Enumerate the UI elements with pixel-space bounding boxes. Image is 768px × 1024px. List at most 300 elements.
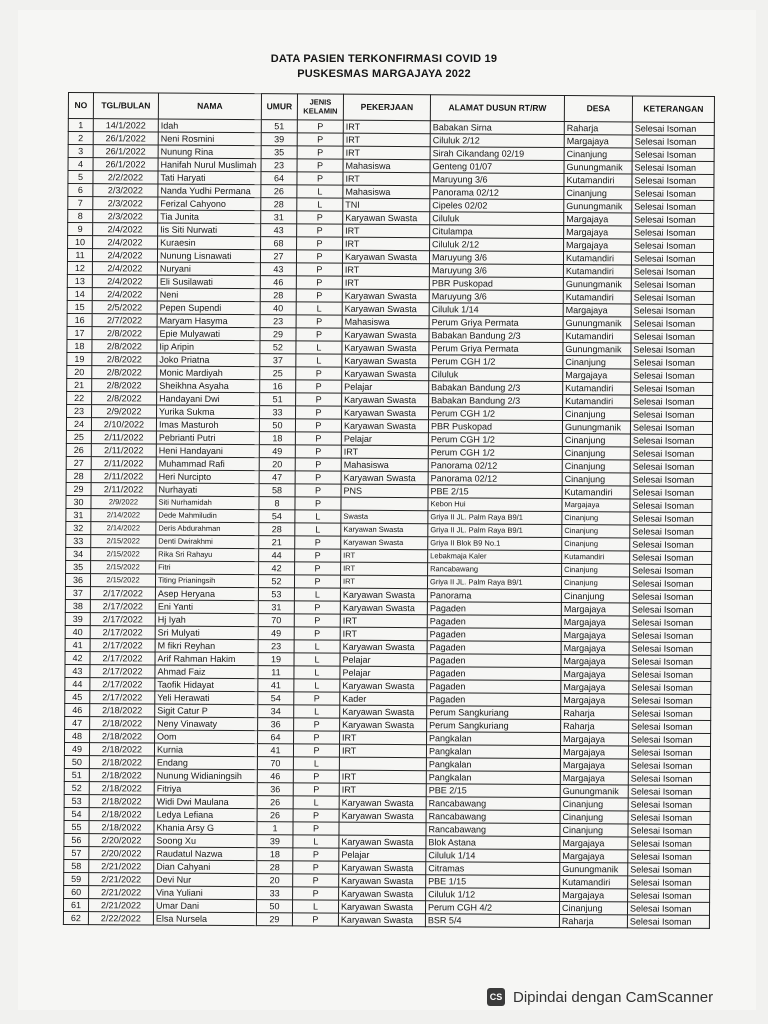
cell-name: M fikri Reyhan [155, 639, 258, 653]
cell-gender: P [296, 380, 342, 393]
cell-remarks: Selesai Isoman [628, 863, 710, 877]
cell-age: 52 [258, 575, 294, 588]
cell-village: Margajaya [560, 850, 628, 863]
cell-name: Muhammad Rafi [156, 457, 259, 471]
cell-address: Cipeles 02/02 [430, 199, 564, 213]
cell-address: Pagaden [427, 654, 561, 668]
cell-gender: P [294, 692, 340, 705]
cell-address: Babakan Bandung 2/3 [429, 329, 563, 343]
cell-date: 2/18/2022 [89, 782, 154, 795]
cell-occupation: Pelajar [340, 653, 427, 667]
cell-age: 54 [259, 510, 295, 523]
cell-remarks: Selesai Isoman [629, 616, 711, 630]
cell-remarks: Selesai Isoman [632, 226, 714, 240]
cell-gender: P [296, 289, 342, 302]
cell-remarks: Selesai Isoman [630, 564, 712, 578]
cell-address: Citramas [426, 862, 560, 876]
cell-age: 41 [257, 744, 293, 757]
cell-village: Cinanjung [559, 902, 627, 915]
cell-gender: P [297, 133, 343, 146]
cell-remarks: Selesai Isoman [628, 811, 710, 825]
cell-village: Cinanjung [564, 148, 632, 161]
cell-no: 50 [64, 755, 89, 768]
cell-occupation: Pelajar [342, 380, 429, 394]
cell-age: 28 [260, 289, 296, 302]
cell-village: Kutamandiri [563, 252, 631, 265]
cell-remarks: Selesai Isoman [632, 200, 714, 214]
cell-gender: P [295, 458, 341, 471]
cell-occupation: IRT [343, 146, 430, 160]
cell-date: 2/8/2022 [92, 366, 157, 379]
cell-no: 31 [66, 508, 91, 521]
cell-gender: P [295, 445, 341, 458]
cell-date: 2/8/2022 [92, 392, 157, 405]
cell-occupation: Karyawan Swasta [339, 887, 426, 901]
cell-gender: L [295, 510, 341, 523]
cell-occupation: IRT [339, 770, 426, 784]
cell-occupation: Karyawan Swasta [340, 705, 427, 719]
header-no: NO [68, 93, 93, 119]
cell-no: 24 [66, 417, 91, 430]
cell-name: Devi Nur [154, 873, 257, 887]
cell-date: 2/3/2022 [93, 197, 158, 210]
cell-date: 2/18/2022 [89, 821, 154, 834]
cell-village: Gunungmanik [562, 421, 630, 434]
cell-age: 19 [258, 653, 294, 666]
cell-remarks: Selesai Isoman [631, 304, 713, 318]
cell-village: Cinanjung [562, 473, 630, 486]
cell-address: PBR Puskopad [429, 277, 563, 291]
cell-address: Rancabawang [426, 823, 560, 837]
cell-occupation: PNS [341, 484, 428, 498]
cell-date: 2/11/2022 [91, 431, 156, 444]
cell-no: 48 [65, 729, 90, 742]
cell-occupation: IRT [340, 575, 427, 589]
cell-gender: L [296, 354, 342, 367]
cell-village: Kutamandiri [563, 265, 631, 278]
cell-no: 53 [64, 794, 89, 807]
cell-no: 4 [68, 158, 93, 171]
cell-remarks: Selesai Isoman [630, 525, 712, 539]
cell-occupation: Karyawan Swasta [342, 250, 429, 264]
cell-gender: P [297, 146, 343, 159]
cell-name: Maryam Hasyma [157, 314, 260, 328]
cell-remarks: Selesai Isoman [629, 603, 711, 617]
cell-village: Kutamandiri [564, 174, 632, 187]
cell-name: Monic Mardiyah [157, 366, 260, 380]
document-title: DATA PASIEN TERKONFIRMASI COVID 19 [270, 53, 498, 65]
cell-address: Ciluluk [429, 368, 563, 382]
cell-name: Hj Iyah [155, 613, 258, 627]
cell-gender: P [294, 731, 340, 744]
cell-no: 2 [68, 132, 93, 145]
header-occupation: PEKERJAAN [343, 94, 430, 121]
cell-gender: L [293, 835, 339, 848]
cell-occupation: Karyawan Swasta [342, 302, 429, 316]
cell-address: Babakan Sirna [430, 121, 564, 135]
cell-date: 2/8/2022 [92, 340, 157, 353]
cell-remarks: Selesai Isoman [632, 135, 714, 149]
cell-date: 2/14/2022 [91, 522, 156, 535]
cell-age: 36 [257, 783, 293, 796]
cell-date: 2/21/2022 [89, 860, 154, 873]
cell-occupation: IRT [342, 276, 429, 290]
cell-age: 33 [257, 887, 293, 900]
cell-date: 2/11/2022 [91, 457, 156, 470]
table-header [68, 93, 714, 123]
cell-age: 26 [261, 185, 297, 198]
cell-remarks: Selesai Isoman [631, 408, 713, 422]
cell-remarks: Selesai Isoman [629, 681, 711, 695]
cell-remarks: Selesai Isoman [630, 486, 712, 500]
cell-occupation: Karyawan Swasta [340, 601, 427, 615]
cell-gender: P [293, 848, 339, 861]
cell-date: 2/8/2022 [92, 353, 157, 366]
cell-occupation: Karyawan Swasta [342, 328, 429, 342]
cell-no: 37 [65, 586, 90, 599]
cell-no: 49 [64, 742, 89, 755]
cell-village: Margajaya [561, 681, 629, 694]
cell-village: Margajaya [563, 304, 631, 317]
cell-village: Margajaya [560, 772, 628, 785]
header-address: ALAMAT DUSUN RT/RW [430, 95, 564, 122]
cell-occupation: Karyawan Swasta [340, 640, 427, 654]
cell-age: 70 [257, 757, 293, 770]
cell-name: Idah [158, 119, 261, 133]
cell-gender: P [297, 224, 343, 237]
cell-address: Perum Griya Permata [429, 316, 563, 330]
cell-address: Pangkalan [426, 745, 560, 759]
cell-address: Perum CGH 1/2 [428, 446, 562, 460]
cell-address: Pagaden [427, 680, 561, 694]
cell-address: Griya II JL. Palm Raya B9/1 [428, 511, 562, 525]
cell-remarks: Selesai Isoman [630, 434, 712, 448]
cell-name: Eli Susilawati [157, 275, 260, 289]
cell-name: Yurika Sukma [157, 405, 260, 419]
cell-village: Raharja [564, 122, 632, 135]
cell-address: Ciluluk 1/14 [429, 303, 563, 317]
cell-name: Oom [155, 730, 258, 744]
cell-occupation: Mahasiswa [341, 458, 428, 472]
cell-date: 2/14/2022 [91, 509, 156, 522]
cell-address: Panorama 02/12 [428, 472, 562, 486]
cell-occupation [341, 497, 428, 511]
cell-name: Pepen Supendi [157, 301, 260, 315]
cell-address: Panorama 02/12 [430, 186, 564, 200]
cell-village: Gunungmanik [564, 161, 632, 174]
cell-village: Cinanjung [562, 525, 630, 538]
cell-village: Margajaya [560, 837, 628, 850]
cell-name: Ledya Lefiana [154, 808, 257, 822]
cell-no: 39 [65, 612, 90, 625]
cell-gender: P [296, 250, 342, 263]
cell-remarks: Selesai Isoman [628, 746, 710, 760]
cell-village: Raharja [559, 915, 627, 928]
cell-age: 33 [260, 406, 296, 419]
cell-no: 51 [64, 768, 89, 781]
cell-age: 49 [259, 445, 295, 458]
cell-address: Maruyung 3/6 [429, 251, 563, 265]
cell-name: Asep Heryana [155, 587, 258, 601]
cell-village: Margajaya [564, 135, 632, 148]
cell-occupation: IRT [339, 783, 426, 797]
cell-date: 2/18/2022 [89, 808, 154, 821]
cell-no: 8 [68, 210, 93, 223]
cell-date: 2/5/2022 [92, 301, 157, 314]
cell-village: Cinanjung [562, 538, 630, 551]
cell-remarks: Selesai Isoman [631, 395, 713, 409]
cell-village: Margajaya [561, 733, 629, 746]
cell-village: Gunungmanik [560, 863, 628, 876]
cell-age: 46 [257, 770, 293, 783]
cell-age: 51 [261, 120, 297, 133]
cell-name: Epie Mulyawati [157, 327, 260, 341]
cell-occupation: Karyawan Swasta [342, 367, 429, 381]
cell-remarks: Selesai Isoman [631, 382, 713, 396]
cell-age: 23 [258, 640, 294, 653]
cell-no: 35 [66, 560, 91, 573]
cell-address: Pagaden [427, 628, 561, 642]
cell-age: 18 [257, 848, 293, 861]
cell-gender: P [293, 874, 339, 887]
cell-gender: P [297, 172, 343, 185]
cell-remarks: Selesai Isoman [628, 837, 710, 851]
cell-name: Iis Siti Nurwati [158, 223, 261, 237]
cell-address: Genteng 01/07 [430, 160, 564, 174]
cell-no: 18 [67, 339, 92, 352]
cell-occupation: IRT [343, 133, 430, 147]
cell-remarks: Selesai Isoman [631, 252, 713, 266]
cell-name: Tia Junita [158, 210, 261, 224]
cell-address: Perum CGH 4/2 [425, 901, 559, 915]
cell-date: 26/1/2022 [93, 132, 158, 145]
cell-address: PBR Puskopad [428, 420, 562, 434]
cell-age: 52 [260, 341, 296, 354]
cell-age: 29 [256, 913, 292, 926]
cell-gender: P [295, 562, 341, 575]
cell-village: Margajaya [562, 499, 630, 512]
cell-village: Margajaya [561, 655, 629, 668]
cell-no: 61 [63, 898, 88, 911]
cell-village: Margajaya [561, 668, 629, 681]
cell-gender: P [297, 237, 343, 250]
cell-village: Gunungmanik [560, 785, 628, 798]
cell-name: Ahmad Faiz [155, 665, 258, 679]
cell-name: Yeli Herawati [155, 691, 258, 705]
cell-village: Margajaya [564, 226, 632, 239]
patient-table [63, 92, 715, 929]
cell-age: 25 [260, 367, 296, 380]
header-gender: JENIS KELAMIN [297, 94, 343, 120]
cell-name: Kuraesin [158, 236, 261, 250]
cell-age: 29 [260, 328, 296, 341]
cell-remarks: Selesai Isoman [628, 759, 710, 773]
cell-remarks: Selesai Isoman [628, 876, 710, 890]
cell-remarks: Selesai Isoman [631, 369, 713, 383]
cell-name: Deris Abdurahman [156, 522, 259, 536]
cell-name: Sheikhna Asyaha [157, 379, 260, 393]
cell-address: Pagaden [427, 615, 561, 629]
cell-occupation: IRT [341, 562, 428, 576]
cell-remarks: Selesai Isoman [632, 122, 714, 136]
cell-no: 60 [64, 885, 89, 898]
cell-remarks: Selesai Isoman [630, 538, 712, 552]
cell-remarks: Selesai Isoman [631, 278, 713, 292]
cell-occupation: Karyawan Swasta [339, 796, 426, 810]
cell-address: Maruyung 3/6 [429, 290, 563, 304]
cell-remarks: Selesai Isoman [629, 629, 711, 643]
cell-age: 28 [261, 198, 297, 211]
cell-date: 2/15/2022 [91, 535, 156, 548]
cell-gender: P [296, 406, 342, 419]
cell-occupation: Karyawan Swasta [339, 874, 426, 888]
cell-address: Sirah Cikandang 02/19 [430, 147, 564, 161]
cell-date: 2/9/2022 [91, 496, 156, 509]
cell-age: 16 [260, 380, 296, 393]
cell-village: Margajaya [563, 369, 631, 382]
cell-gender: P [296, 315, 342, 328]
cell-address: Griya II Blok B9 No.1 [428, 537, 562, 551]
cell-occupation: IRT [340, 731, 427, 745]
cell-gender: P [297, 211, 343, 224]
cell-gender: P [293, 783, 339, 796]
cell-date: 2/18/2022 [89, 795, 154, 808]
cell-remarks: Selesai Isoman [628, 824, 710, 838]
cell-no: 13 [67, 274, 92, 287]
cell-occupation [339, 757, 426, 771]
cell-remarks: Selesai Isoman [632, 239, 714, 253]
cell-gender: P [295, 536, 341, 549]
cell-occupation: IRT [339, 744, 426, 758]
cell-name: Raudatul Nazwa [154, 847, 257, 861]
cell-gender: P [292, 913, 338, 926]
cell-gender: P [295, 471, 341, 484]
cell-gender: L [294, 679, 340, 692]
cell-occupation: Karyawan Swasta [342, 406, 429, 420]
cell-village: Gunungmanik [563, 343, 631, 356]
cell-no: 5 [68, 171, 93, 184]
cell-age: 20 [257, 874, 293, 887]
cell-name: Kurnia [154, 743, 257, 757]
header-date: TGL/BULAN [93, 93, 158, 119]
cell-remarks: Selesai Isoman [627, 902, 709, 916]
cell-date: 2/8/2022 [92, 327, 157, 340]
cell-date: 2/17/2022 [90, 665, 155, 678]
cell-no: 30 [66, 495, 91, 508]
cell-no: 17 [67, 326, 92, 339]
cell-address: Pangkalan [427, 732, 561, 746]
cell-no: 43 [65, 664, 90, 677]
cell-date: 2/4/2022 [92, 288, 157, 301]
cell-village: Raharja [561, 707, 629, 720]
cell-gender: L [297, 198, 343, 211]
cell-no: 59 [64, 872, 89, 885]
cell-address: Perum CGH 1/2 [429, 407, 563, 421]
cell-address: Ciluluk [430, 212, 564, 226]
cell-occupation: IRT [342, 263, 429, 277]
cell-address: Pangkalan [426, 771, 560, 785]
cell-village: Margajaya [564, 239, 632, 252]
cell-village: Kutamandiri [563, 330, 631, 343]
cell-gender: P [295, 419, 341, 432]
cell-name: Endang [154, 756, 257, 770]
cell-address: Perum CGH 1/2 [429, 355, 563, 369]
cell-occupation: Pelajar [341, 432, 428, 446]
header-village: DESA [564, 96, 632, 122]
cell-gender: L [294, 705, 340, 718]
cell-age: 36 [258, 718, 294, 731]
cell-village: Kutamandiri [563, 382, 631, 395]
cell-name: Iip Aripin [157, 340, 260, 354]
cell-no: 52 [64, 781, 89, 794]
cell-no: 15 [67, 300, 92, 313]
cell-name: Nunung Rina [158, 145, 261, 159]
cell-date: 2/21/2022 [89, 886, 154, 899]
cell-age: 31 [261, 211, 297, 224]
cell-address: Babakan Bandung 2/3 [429, 394, 563, 408]
cell-no: 26 [66, 443, 91, 456]
cell-occupation: IRT [341, 549, 428, 563]
cell-remarks: Selesai Isoman [629, 720, 711, 734]
camscanner-label: Dipindai dengan CamScanner [513, 988, 714, 1006]
cell-occupation: IRT [340, 614, 427, 628]
header-age: UMUR [261, 94, 297, 120]
cell-name: Arif Rahman Hakim [155, 652, 258, 666]
cell-remarks: Selesai Isoman [629, 707, 711, 721]
cell-name: Vina Yuliani [154, 886, 257, 900]
cell-date: 2/18/2022 [89, 743, 154, 756]
cell-name: Imas Masturoh [156, 418, 259, 432]
cell-remarks: Selesai Isoman [631, 265, 713, 279]
cell-remarks: Selesai Isoman [630, 460, 712, 474]
cell-address: Perum Sangkuriang [427, 719, 561, 733]
cell-address: BSR 5/4 [425, 914, 559, 928]
cell-age: 44 [259, 549, 295, 562]
cell-address: Ciluluk 2/12 [430, 238, 564, 252]
cell-no: 29 [66, 482, 91, 495]
cell-date: 2/17/2022 [90, 652, 155, 665]
cell-no: 36 [65, 573, 90, 586]
cell-address: Babakan Bandung 2/3 [429, 381, 563, 395]
cell-village: Margajaya [561, 616, 629, 629]
cell-address: Pagaden [427, 667, 561, 681]
cell-gender: L [294, 588, 340, 601]
cell-address: Pagaden [427, 602, 561, 616]
cell-village: Raharja [561, 720, 629, 733]
cell-name: Elsa Nursela [153, 912, 256, 926]
cell-gender: P [294, 614, 340, 627]
cell-date: 2/17/2022 [90, 678, 155, 691]
cell-date: 14/1/2022 [93, 119, 158, 132]
cell-age: 58 [259, 484, 295, 497]
cell-date: 2/17/2022 [90, 639, 155, 652]
cell-name: Khania Arsy G [154, 821, 257, 835]
cell-address: Perum CGH 1/2 [428, 433, 562, 447]
cell-address: Griya II JL. Palm Raya B9/1 [427, 576, 561, 590]
cell-date: 2/11/2022 [91, 470, 156, 483]
cell-address: Ciluluk 1/12 [426, 888, 560, 902]
cell-gender: P [293, 887, 339, 900]
table-body [63, 119, 714, 929]
cell-address: Pagaden [427, 693, 561, 707]
cell-date: 2/17/2022 [90, 587, 155, 600]
cell-occupation: IRT [343, 172, 430, 186]
cell-address: Ciluluk 2/12 [430, 134, 564, 148]
cell-date: 2/15/2022 [91, 548, 156, 561]
cell-age: 51 [260, 393, 296, 406]
cell-age: 50 [259, 419, 295, 432]
document-subtitle: PUSKESMAS MARGAJAYA 2022 [297, 68, 471, 80]
